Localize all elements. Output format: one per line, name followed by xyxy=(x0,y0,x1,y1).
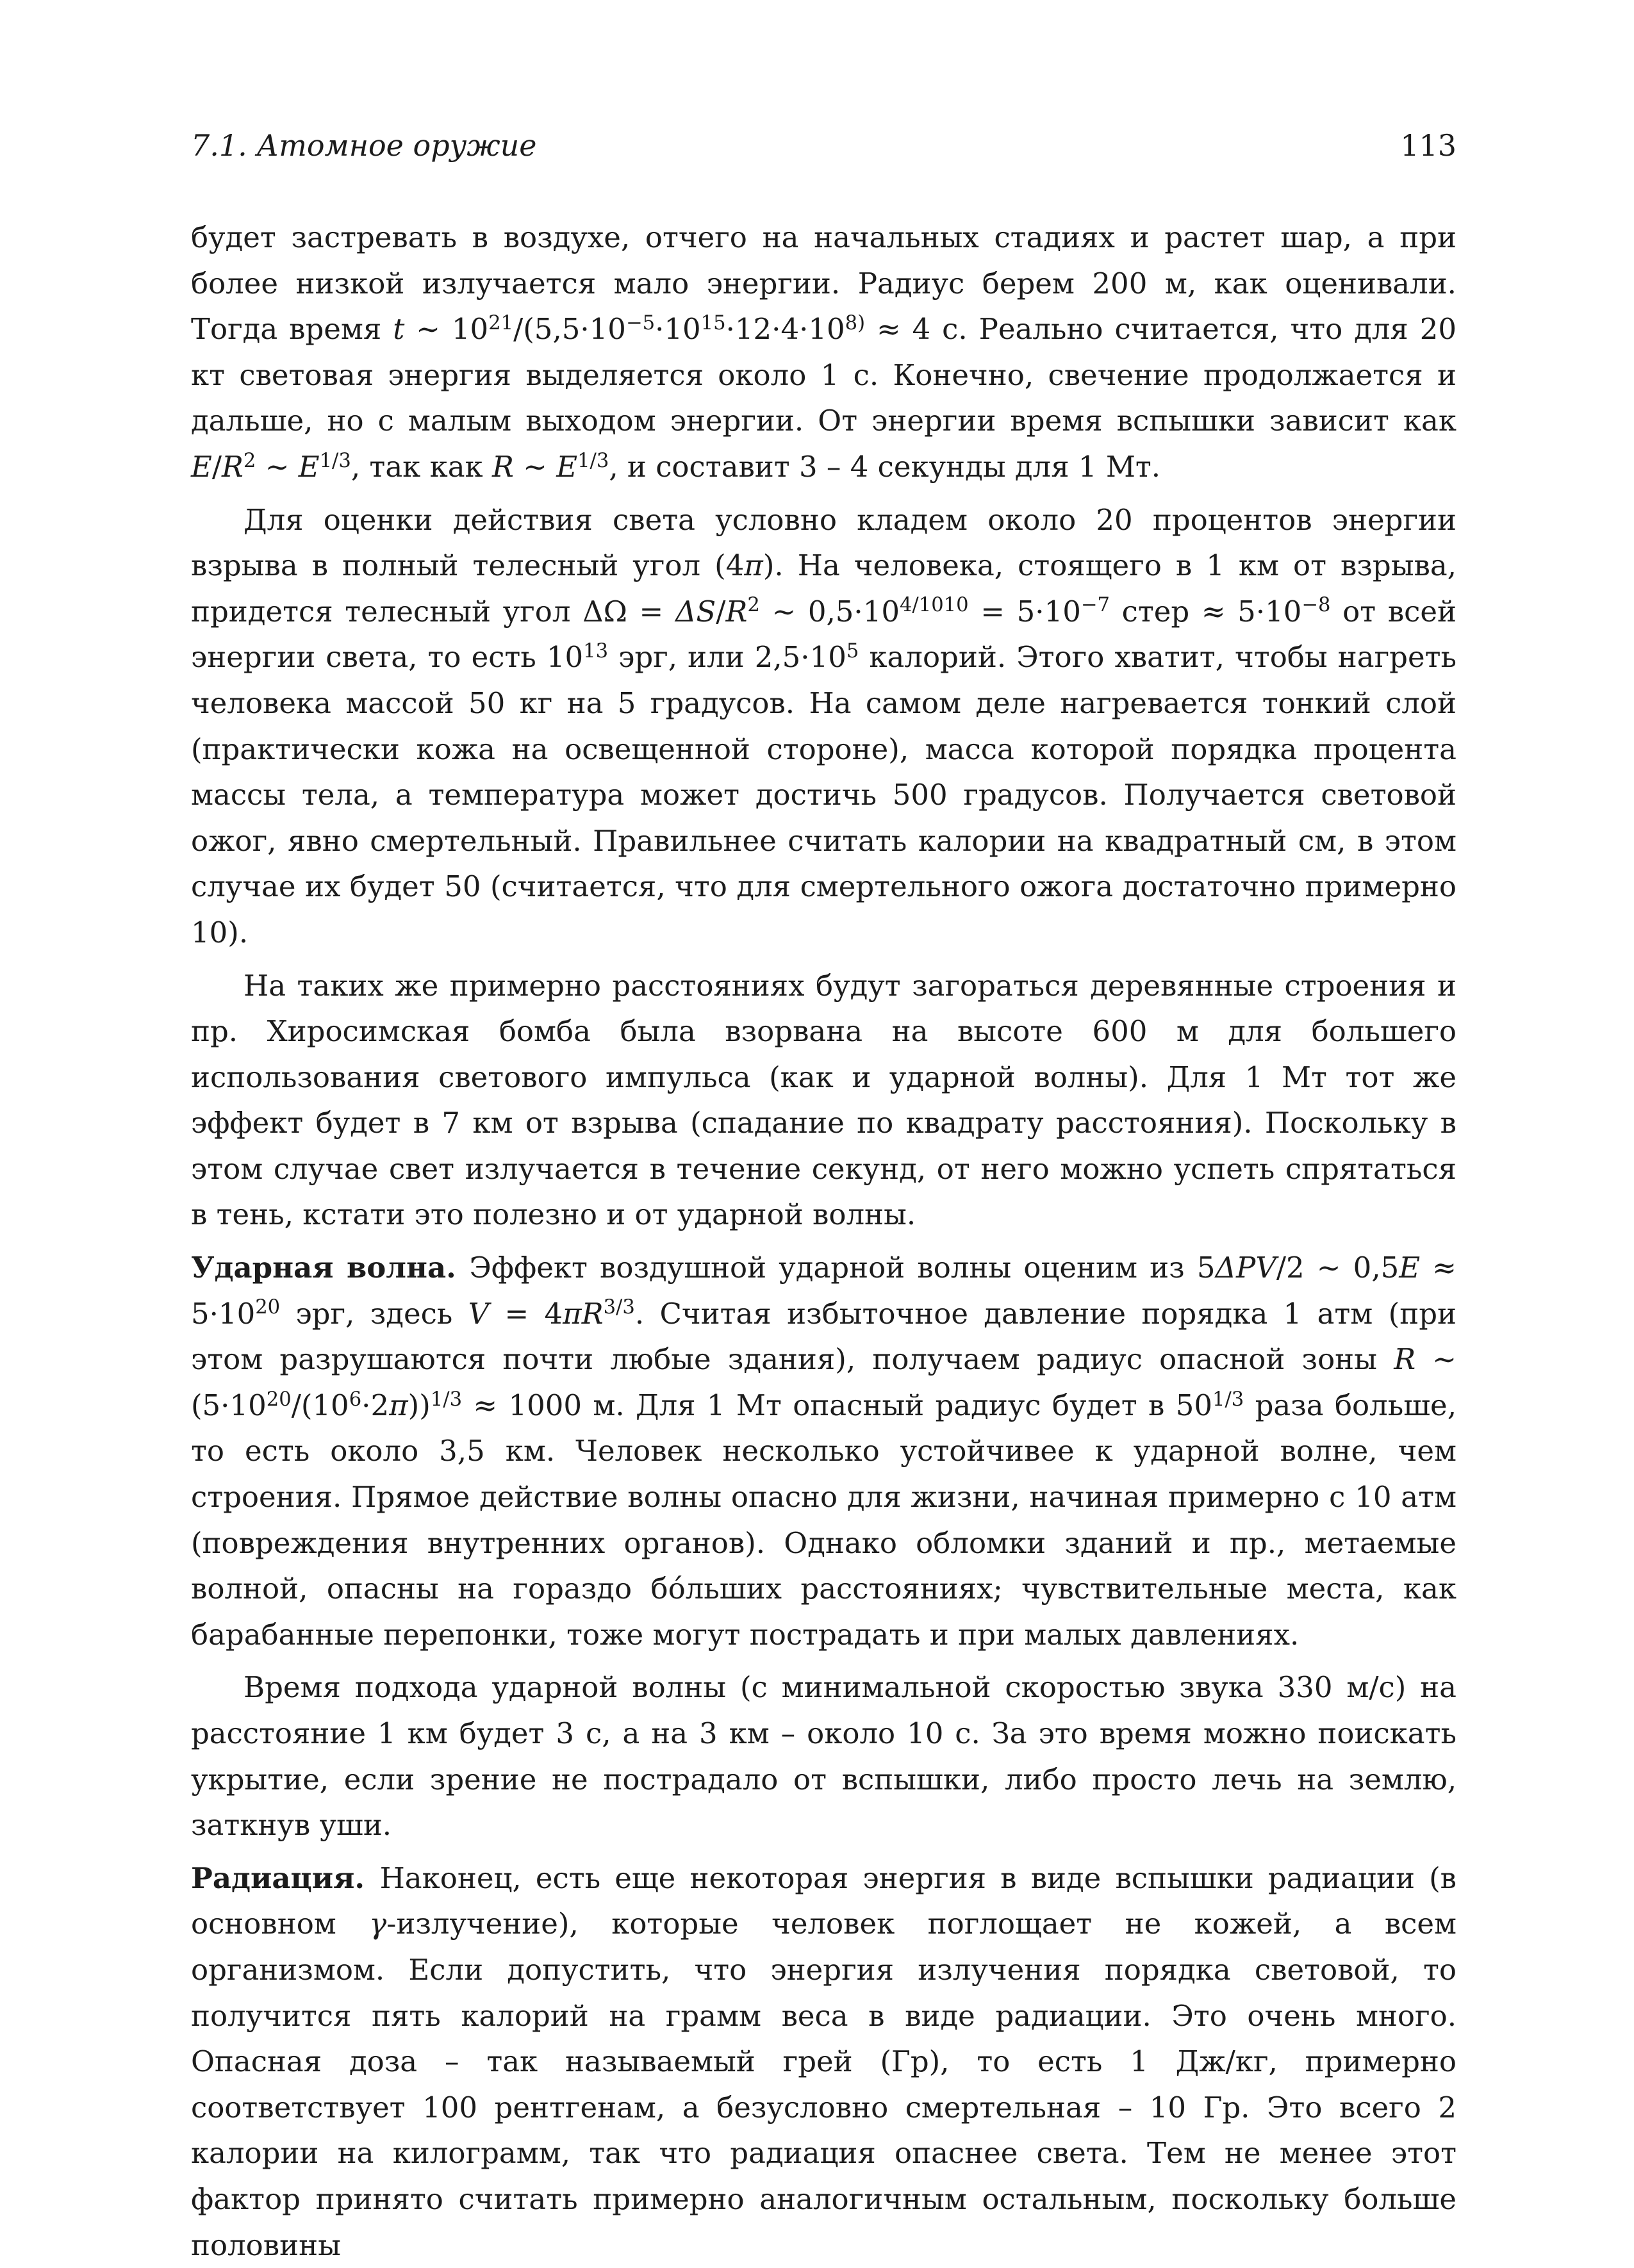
running-title: 7.1. Атомное оружие xyxy=(191,128,537,163)
paragraph-text: будет застревать в воздухе, отчего на начальных стадиях и растет шар, а при более низкой излучается мало энергии. Радиус берем 200 м, как оценивали. Тогда время t ∼ $10^{21}/(5,5\cdot 10^{-5}\cdot 10^{15}\cdot 12\cdot 4\cdot 10^{8)} \approx 4$ с. Реально считается, что для 20 кт световая энергия выделяется около 1 с. Конечно, свечение продолжается и дальше, но с малым выходом энергии. От энергии время вспышки зависит как $E/R^2$ ∼ $E^{1/3}$, так как R ∼ $E^{1/3}$, и составит 3 – 4 секунды для 1 Мт. xyxy=(191,220,1457,484)
paragraph-text: На таких же примерно расстояниях будут загораться деревянные строения и пр. Хиросимская бомба была взорвана на высоте 600 м для большего использования светового импульса (как и ударной волны). Для 1 Мт тот же эффект будет в 7 км от взрыва (спадание по квадрату расстояния). Поскольку в этом случае свет излучается в течение секунд, от него можно успеть спрятаться в тень, кстати это полезно и от ударной волны. xyxy=(191,968,1457,1232)
paragraph xyxy=(191,1664,1457,1848)
paragraph-text: Время подхода ударной волны (с минимальной скоростью звука 330 м/с) на расстояние 1 км будет 3 с, а на 3 км – около 10 с. За это время можно поискать укрытие, если зрение не пострадало от вспышки, либо просто лечь на землю, заткнув уши. xyxy=(191,1670,1457,1843)
paragraph xyxy=(191,215,1457,490)
page-number: 113 xyxy=(1400,128,1457,163)
paragraph xyxy=(191,963,1457,1238)
paragraph xyxy=(191,497,1457,956)
run-in-heading: Ударная волна. xyxy=(191,1251,470,1285)
paragraph-text: Для оценки действия света условно кладем около 20 процентов энергии взрыва в полный телесный угол (4π). На человека, стоящего в 1 км от взрыва, придется телесный угол $\Delta\Omega = \Delta S/R^2$ ∼ $0,5\cdot 10^{4/1010} = 5\cdot 10^{-7}$ стер ≈ $5\cdot 10^{-8}$ от всей энергии света, то есть $10^{13}$ эрг, или $2,5\cdot 10^5$ калорий. Этого хватит, чтобы нагреть человека массой 50 кг на 5 градусов. На самом деле нагревается тонкий слой (практически кожа на освещенной стороне), масса которой порядка процента массы тела, а температура может достичь 500 градусов. Получается световой ожог, явно смертельный. Правильнее считать калории на квадратный см, в этом случае их будет 50 (считается, что для смертельного ожога достаточно примерно 10). xyxy=(191,502,1457,949)
run-in-heading: Радиация. xyxy=(191,1861,380,1895)
paragraph-text: Наконец, есть еще некоторая энергия в виде вспышки радиации (в основном γ-излучение), которые человек поглощает не кожей, а всем организмом. Если допустить, что энергия излучения порядка световой, то получится пять калорий на грамм веса в виде радиации. Это очень много. Опасная доза – так называемый грей (Гр), то есть 1 Дж/кг, примерно соответствует 100 рентгенам, а безусловно смертельная – 10 Гр. Это всего 2 калории на килограмм, так что радиация опаснее света. Тем не менее этот фактор принято считать примерно аналогичным остальным, поскольку больше половины xyxy=(191,1861,1457,2262)
paragraph xyxy=(191,1855,1457,2268)
page-header xyxy=(191,128,1457,179)
body-text xyxy=(191,215,1457,2268)
paragraph-text: Эффект воздушной ударной волны оценим из 5ΔPV/2 ∼ $0,5E \approx 5\cdot 10^{20}$ эрг, здесь $V = 4\pi R^{3/3}$. Считая избыточное давление порядка 1 атм (при этом разрушаются почти любые здания), получаем радиус опасной зоны R ∼ $(5\cdot 10^{20}/(10^6\cdot 2\pi))^{1/3} \approx 1000$ м. Для 1 Мт опасный радиус будет в $50^{1/3}$ раза больше, то есть около 3,5 км. Человек несколько устойчивее к ударной волне, чем строения. Прямое действие волны опасно для жизни, начиная примерно с 10 атм (повреждения внутренних органов). Однако обломки зданий и пр., метаемые волной, опасны на гораздо бо́льших расстояниях; чувствительные места, как барабанные перепонки, тоже могут пострадать и при малых давлениях. xyxy=(191,1251,1457,1652)
paragraph xyxy=(191,1245,1457,1657)
